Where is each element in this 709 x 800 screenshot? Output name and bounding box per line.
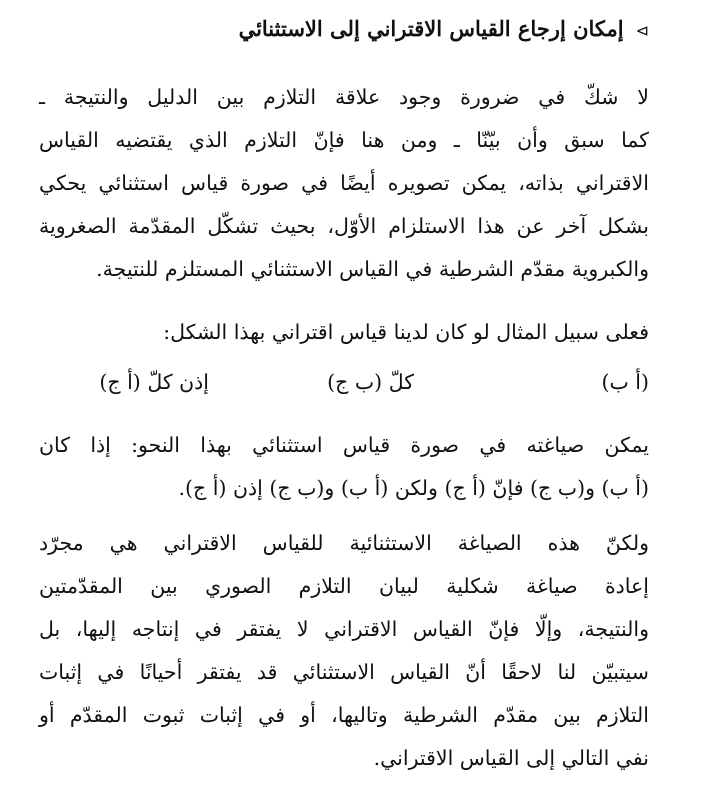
- paragraph-1: [39, 76, 649, 291]
- paragraph-1-line-1: لا شكّ في ضرورة وجود علاقة التلازم بين الدليل والنتيجة ـ: [39, 85, 649, 109]
- syllogism-example: [39, 362, 649, 402]
- paragraph-4-line-1: ولكنّ هذه الصياغة الاستثنائية للقياس الاقتراني هي مجرّد: [39, 531, 649, 555]
- example-conclusion: إذن كلّ (أ ج): [99, 370, 209, 394]
- paragraph-2-text: فعلى سبيل المثال لو كان لدينا قياس اقتراني بهذا الشكل:: [163, 320, 649, 344]
- paragraph-4-line-6: نفي التالي إلى القياس الاقتراني.: [373, 746, 649, 770]
- example-premise-1: (أ ب): [601, 370, 649, 394]
- paragraph-4-line-4: سيتبيّن لنا لاحقًا أنّ القياس الاستثنائي قد يفتقر أحيانًا في إثبات: [39, 660, 649, 684]
- paragraph-1-line-5: والكبروية مقدّم الشرطية في القياس الاستثنائي المستلزم للنتيجة.: [96, 257, 649, 281]
- paragraph-4: [39, 522, 649, 780]
- paragraph-4-line-3: والنتيجة، وإلّا فإنّ القياس الاقتراني لا يفتقر في إنتاجه إليها، بل: [39, 617, 649, 641]
- section-heading-text: إمكان إرجاع القياس الاقتراني إلى الاستثنائي: [238, 16, 624, 41]
- triangle-bullet-icon: ⊳: [635, 20, 649, 40]
- paragraph-4-line-5: التلازم بين مقدّم الشرطية وتاليها، أو في إثبات ثبوت المقدّم أو: [39, 703, 649, 727]
- paragraph-3-line-2: (أ ب) و(ب ج) فإنّ (أ ج) ولكن (أ ب) و(ب ج) إذن (أ ج).: [178, 476, 649, 500]
- paragraph-3-line-1: يمكن صياغته في صورة قياس استثنائي بهذا النحو: إذا كان: [39, 433, 649, 457]
- section-heading: [49, 12, 649, 48]
- paragraph-1-line-2: كما سبق وأن بيّنّا ـ ومن هنا فإنّ التلازم الذي يقتضيه القياس: [39, 128, 649, 152]
- paragraph-1-line-4: بشكل آخر عن هذا الاستلزام الأوّل، بحيث تشكّل المقدّمة الصغروية: [39, 214, 649, 238]
- paragraph-3: [39, 424, 649, 510]
- paragraph-1-line-3: الاقتراني بذاته، يمكن تصويره أيضًا في صورة قياس استثنائي يحكي: [39, 171, 649, 195]
- paragraph-4-line-2: إعادة صياغة شكلية لبيان التلازم الصوري بين المقدّمتين: [39, 574, 649, 598]
- example-premise-2: كلّ (ب ج): [327, 370, 414, 394]
- paragraph-2: [39, 311, 649, 354]
